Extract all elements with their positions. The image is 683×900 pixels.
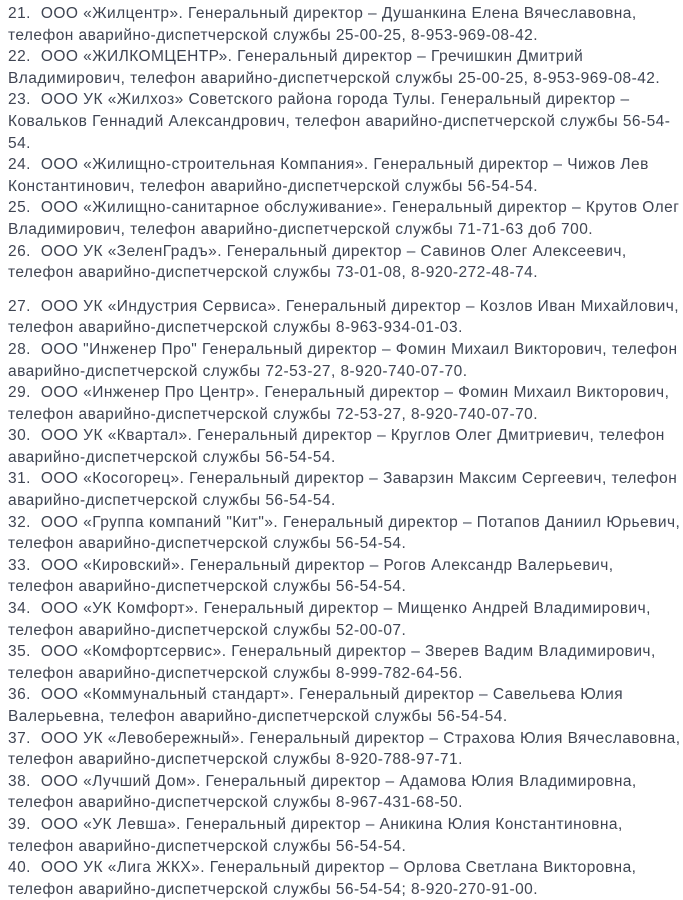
entry-number: 26. bbox=[8, 242, 31, 260]
entry-number: 27. bbox=[8, 297, 31, 315]
entry-number: 38. bbox=[8, 772, 31, 790]
list-item bbox=[8, 857, 681, 900]
entry-number: 28. bbox=[8, 340, 31, 358]
entry-text: ООО «Лучший Дом». Генеральный директор – Адамова Юлия Владимировна, телефон аварийно-диспетчерской службы 8-967-431-68-50. bbox=[8, 772, 637, 812]
entry-text: ООО УК «ЗеленГрадъ». Генеральный директор – Савинов Олег Алексеевич, телефон аварийно-диспетчерской службы 73-01-08, 8-920-272-48-74. bbox=[8, 242, 627, 282]
entry-number: 32. bbox=[8, 513, 31, 531]
entry-number: 31. bbox=[8, 470, 31, 488]
entry-number: 30. bbox=[8, 427, 31, 445]
entry-number: 35. bbox=[8, 643, 31, 661]
list-item bbox=[8, 154, 681, 197]
entry-text: ООО «Комфортсервис». Генеральный директор – Зверев Вадим Владимирович, телефон аварийно-диспетчерской службы 8-999-782-64-56. bbox=[8, 643, 656, 682]
entry-number: 23. bbox=[8, 91, 31, 109]
entry-text: ООО «Жилищно-санитарное обслуживание». Генеральный директор – Крутов Олег Владимирович, телефон аварийно-диспетчерской службы 71-71-63 доб 700. bbox=[8, 199, 680, 238]
entry-number: 39. bbox=[8, 815, 31, 833]
entry-number: 21. bbox=[8, 5, 31, 22]
list-item bbox=[8, 425, 681, 468]
list-item bbox=[8, 296, 681, 339]
entry-number: 36. bbox=[8, 686, 31, 704]
entry-text: ООО УК «Жилхоз» Советского района города Тулы. Генеральный директор – Ковальков Геннадий Александрович, телефон аварийно-диспетчерской службы 56-54-54. bbox=[8, 91, 671, 152]
entry-text: ООО «Косогорец». Генеральный директор – Заварзин Максим Сергеевич, телефон аварийно-диспетчерской службы 56-54-54. bbox=[8, 470, 678, 510]
list-item bbox=[8, 684, 681, 727]
entry-text: ООО «УК Комфорт». Генеральный директор – Мищенко Андрей Владимирович, телефон аварийно-диспетчерской службы 52-00-07. bbox=[8, 600, 651, 639]
entry-text: ООО «Жилищно-строительная Компания». Генеральный директор – Чижов Лев Константинович, телефон аварийно-диспетчерской службы 56-54-54. bbox=[8, 156, 649, 195]
entry-number: 37. bbox=[8, 729, 31, 747]
list-item bbox=[8, 468, 681, 511]
list-item bbox=[8, 512, 681, 555]
list-item bbox=[8, 339, 681, 382]
entry-number: 33. bbox=[8, 556, 31, 574]
entry-text: ООО «Группа компаний "Кит"». Генеральный директор – Потапов Даниил Юрьевич, телефон аварийно-диспетчерской службы 56-54-54. bbox=[8, 513, 681, 553]
list-item bbox=[8, 814, 681, 857]
entry-number: 34. bbox=[8, 600, 31, 618]
entry-text: ООО "Инженер Про" Генеральный директор – Фомин Михаил Викторович, телефон аварийно-диспетчерской службы 72-53-27, 8-920-740-07-70. bbox=[8, 340, 678, 380]
entry-text: ООО «Кировский». Генеральный директор – Рогов Александр Валерьевич, телефон аварийно-диспетчерской службы 56-54-54. bbox=[8, 556, 614, 596]
entry-text: ООО «УК Левша». Генеральный директор – Аникина Юлия Константиновна, телефон аварийно-диспетчерской службы 56-54-54. bbox=[8, 815, 623, 855]
list-item bbox=[8, 641, 681, 684]
list-item bbox=[8, 598, 681, 641]
entry-text: ООО УК «Лига ЖКХ». Генеральный директор – Орлова Светлана Викторовна, телефон аварийно-диспетчерской службы 56-54-54; 8-920-270-91-00. bbox=[8, 859, 637, 898]
entry-number: 25. bbox=[8, 199, 31, 217]
entry-text: ООО «Жилцентр». Генеральный директор – Душанкина Елена Вячеславовна, телефон аварийно-диспетчерской службы 25-00-25, 8-953-969-08-42. bbox=[8, 5, 637, 44]
list-item bbox=[8, 771, 681, 814]
entry-text: ООО УК «Квартал». Генеральный директор – Круглов Олег Дмитриевич, телефон аварийно-диспетчерской службы 56-54-54. bbox=[8, 427, 665, 466]
list-item bbox=[8, 197, 681, 240]
entry-number: 29. bbox=[8, 384, 31, 402]
list-item bbox=[8, 89, 681, 154]
entry-text: ООО «Коммунальный стандарт». Генеральный директор – Савельева Юлия Валерьевна, телефон аварийно-диспетчерской службы 56-54-54. bbox=[8, 686, 624, 725]
entry-number: 22. bbox=[8, 48, 31, 66]
entry-text: ООО УК «Левобережный». Генеральный директор – Страхова Юлия Вячеславовна, телефон аварийно-диспетчерской службы 8-920-788-97-71. bbox=[8, 729, 681, 769]
entry-number: 40. bbox=[8, 859, 31, 877]
list-item bbox=[8, 46, 681, 89]
entry-number: 24. bbox=[8, 156, 31, 174]
entry-text: ООО «Инженер Про Центр». Генеральный директор – Фомин Михаил Викторович, телефон аварийно-диспетчерской службы 72-53-27, 8-920-740-07-70. bbox=[8, 384, 670, 423]
list-item bbox=[8, 555, 681, 598]
entry-text: ООО «ЖИЛКОМЦЕНТР». Генеральный директор – Гречишкин Дмитрий Владимирович, телефон аварийно-диспетчерской службы 25-00-25, 8-953-969-08-42. bbox=[8, 48, 661, 87]
entry-text: ООО УК «Индустрия Сервиса». Генеральный директор – Козлов Иван Михайлович, телефон аварийно-диспетчерской службы 8-963-934-01-03. bbox=[8, 297, 680, 337]
list-item bbox=[8, 3, 681, 46]
list-item bbox=[8, 728, 681, 771]
list-item bbox=[8, 241, 681, 284]
list-item bbox=[8, 382, 681, 425]
